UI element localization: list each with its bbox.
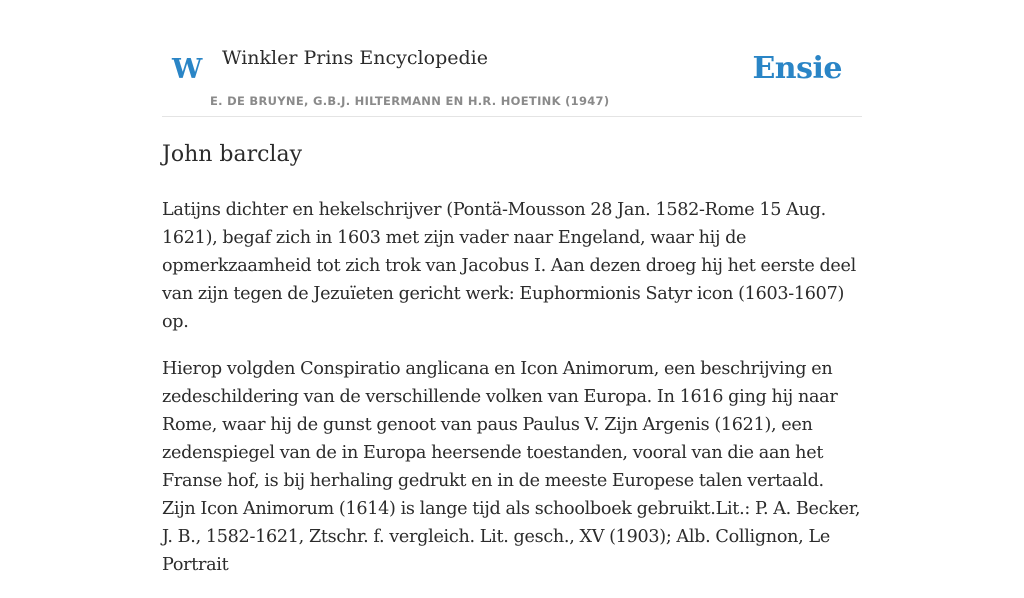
article-paragraph-2: Hierop volgden Conspiratio anglicana en Icon Animorum, een beschrijving en zedeschildering van de verschillende volken van Europa. In 1616 ging hij naar Rome, waar hij de gunst genoot van paus Paulus V. Zijn Argenis (1621), een zedenspiegel van de in Europa heersende toestanden, vooral van die aan het Franse hof, is bij herhaling gedrukt en in de meeste Europese talen vertaald. Zijn Icon Animorum (1614) is lange tijd als schoolboek gebruikt.Lit.: P. A. Becker, J. B., 1582-1621, Ztschr. f. vergleich. Lit. gesch., XV (1903); Alb. Collignon, Le Portrait <box>162 359 861 575</box>
article-title: John barclay <box>162 142 303 167</box>
article-paragraph-1: Latijns dichter en hekelschrijver (Pontä-Mousson 28 Jan. 1582-Rome 15 Aug. 1621), begaf zich in 1603 met zijn vader naar Engeland, waar hij de opmerkzaamheid tot zich trok van Jacobus I. Aan dezen droeg hij het eerste deel van zijn tegen de Jezuïeten gericht werk: Euphormionis Satyr icon (1603-1607) op. <box>162 200 856 332</box>
winkler-prins-logo[interactable]: W <box>172 54 203 85</box>
article <box>162 136 862 598</box>
ensie-logo[interactable]: Ensie <box>752 51 842 86</box>
source-title[interactable]: Winkler Prins Encyclopedie <box>222 47 488 69</box>
source-authors: E. DE BRUYNE, G.B.J. HILTERMANN EN H.R. HOETINK (1947) <box>210 94 610 108</box>
site-header <box>162 0 862 117</box>
